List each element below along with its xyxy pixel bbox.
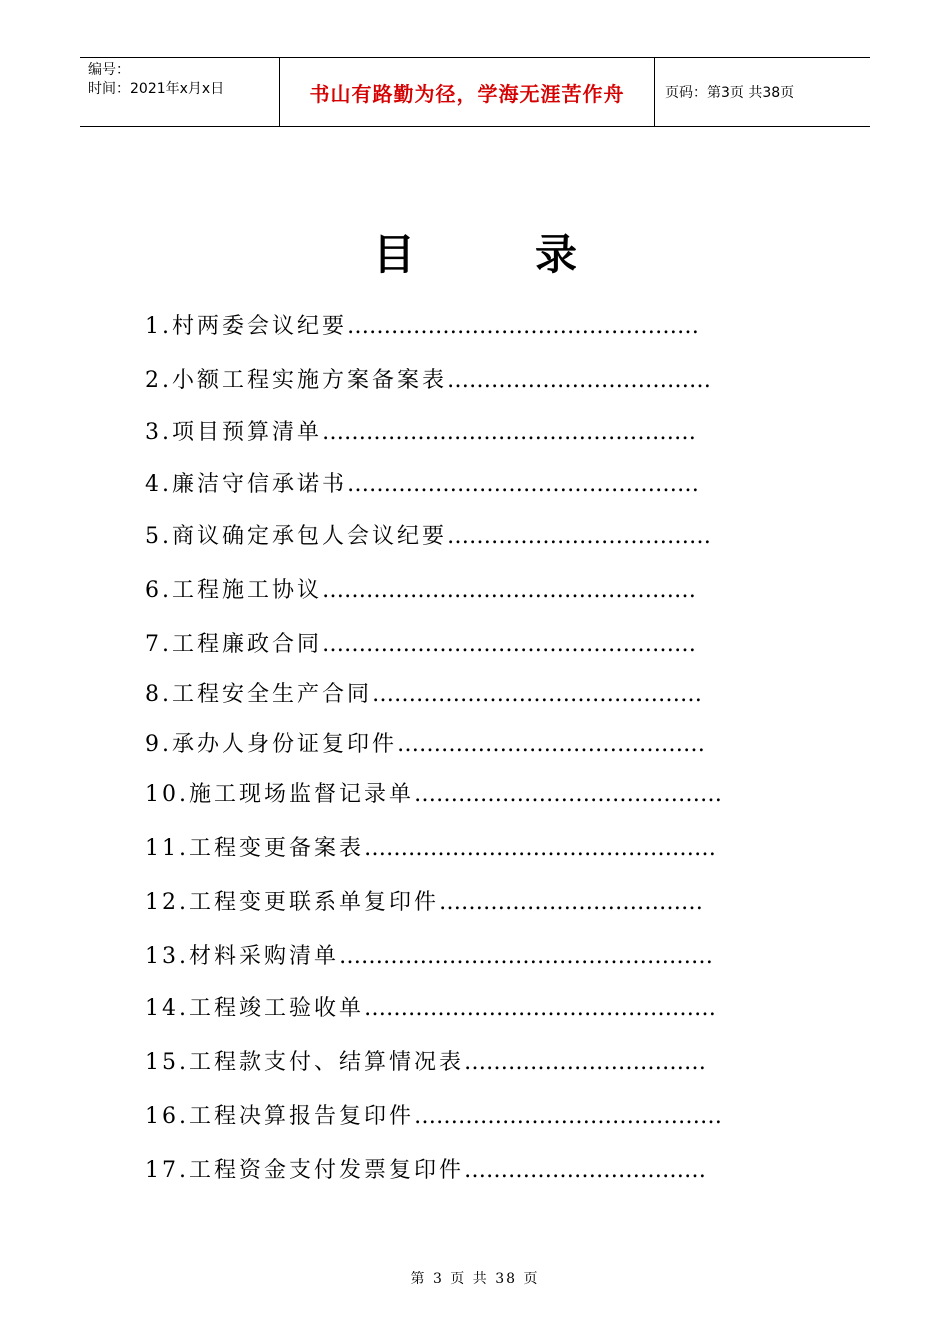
toc-item xyxy=(145,728,705,762)
toc-item-title: 9.承办人身份证复印件 xyxy=(145,732,397,757)
toc-item-title: 10.施工现场监督记录单 xyxy=(145,782,414,807)
toc-item xyxy=(145,364,711,398)
toc-item-title: 7.工程廉政合同 xyxy=(145,632,322,657)
toc-item-title: 12.工程变更联系单复印件 xyxy=(145,890,439,915)
toc-item-title: 3.项目预算清单 xyxy=(145,420,322,445)
toc-item-leader: …………………………………… xyxy=(414,1104,722,1129)
toc-item xyxy=(145,940,713,974)
toc-item-leader: …………………………… xyxy=(464,1158,706,1183)
toc-item xyxy=(145,628,696,662)
toc-item xyxy=(145,416,696,450)
toc-item-leader: …………………………………………… xyxy=(322,632,696,657)
toc-item-leader: ………………………………………… xyxy=(347,472,699,497)
toc-item xyxy=(145,1100,722,1134)
toc-item-title: 11.工程变更备案表 xyxy=(145,836,364,861)
toc-item-leader: ……………………………………… xyxy=(372,682,702,707)
toc-item-leader: ……………………………… xyxy=(439,890,703,915)
toc-item xyxy=(145,992,716,1026)
toc-item xyxy=(145,778,722,812)
number-label: 编号： xyxy=(88,62,130,78)
title-char-1: 目 xyxy=(372,230,415,279)
toc-item xyxy=(145,520,711,554)
header-motto: 书山有路勤为径，学海无涯苦作舟 xyxy=(280,58,655,126)
title-char-2: 录 xyxy=(535,230,578,279)
toc-item-title: 15.工程款支付、结算情况表 xyxy=(145,1050,464,1075)
toc-item-leader: …………………………………………… xyxy=(322,420,696,445)
toc-item-leader: ………………………………………… xyxy=(347,314,699,339)
toc-item-leader: …………………………………… xyxy=(414,782,722,807)
toc-item-leader: …………………………… xyxy=(464,1050,706,1075)
header-page-info: 页码：第3页 共38页 xyxy=(665,85,795,101)
toc-item xyxy=(145,678,702,712)
toc-item-leader: ……………………………… xyxy=(447,368,711,393)
toc-item-title: 1.村两委会议纪要 xyxy=(145,314,347,339)
toc-item-leader: …………………………………… xyxy=(397,732,705,757)
toc-item-title: 6.工程施工协议 xyxy=(145,578,322,603)
toc-item xyxy=(145,1046,706,1080)
toc-item-leader: …………………………………………… xyxy=(339,944,713,969)
toc-item xyxy=(145,310,699,344)
toc-item xyxy=(145,1154,706,1188)
time-label: 时间：2021年x月x日 xyxy=(88,81,225,97)
header-meta xyxy=(80,58,280,126)
page-title xyxy=(0,222,950,282)
toc-item-title: 8.工程安全生产合同 xyxy=(145,682,372,707)
toc-item-title: 2.小额工程实施方案备案表 xyxy=(145,368,447,393)
toc-item-title: 17.工程资金支付发票复印件 xyxy=(145,1158,464,1183)
toc-item-title: 5.商议确定承包人会议纪要 xyxy=(145,524,447,549)
toc-item-title: 4.廉洁守信承诺书 xyxy=(145,472,347,497)
toc-item-title: 14.工程竣工验收单 xyxy=(145,996,364,1021)
toc-item-title: 16.工程决算报告复印件 xyxy=(145,1104,414,1129)
toc-item xyxy=(145,886,703,920)
toc-item-leader: ………………………………………… xyxy=(364,836,716,861)
page-header xyxy=(80,57,870,127)
page-footer: 第 3 页 共 38 页 xyxy=(410,1271,540,1287)
toc-item-leader: ………………………………………… xyxy=(364,996,716,1021)
toc-item xyxy=(145,574,696,608)
toc-item xyxy=(145,832,716,866)
toc-item-leader: …………………………………………… xyxy=(322,578,696,603)
toc-item-title: 13.材料采购清单 xyxy=(145,944,339,969)
toc-item xyxy=(145,468,699,502)
toc-item-leader: ……………………………… xyxy=(447,524,711,549)
